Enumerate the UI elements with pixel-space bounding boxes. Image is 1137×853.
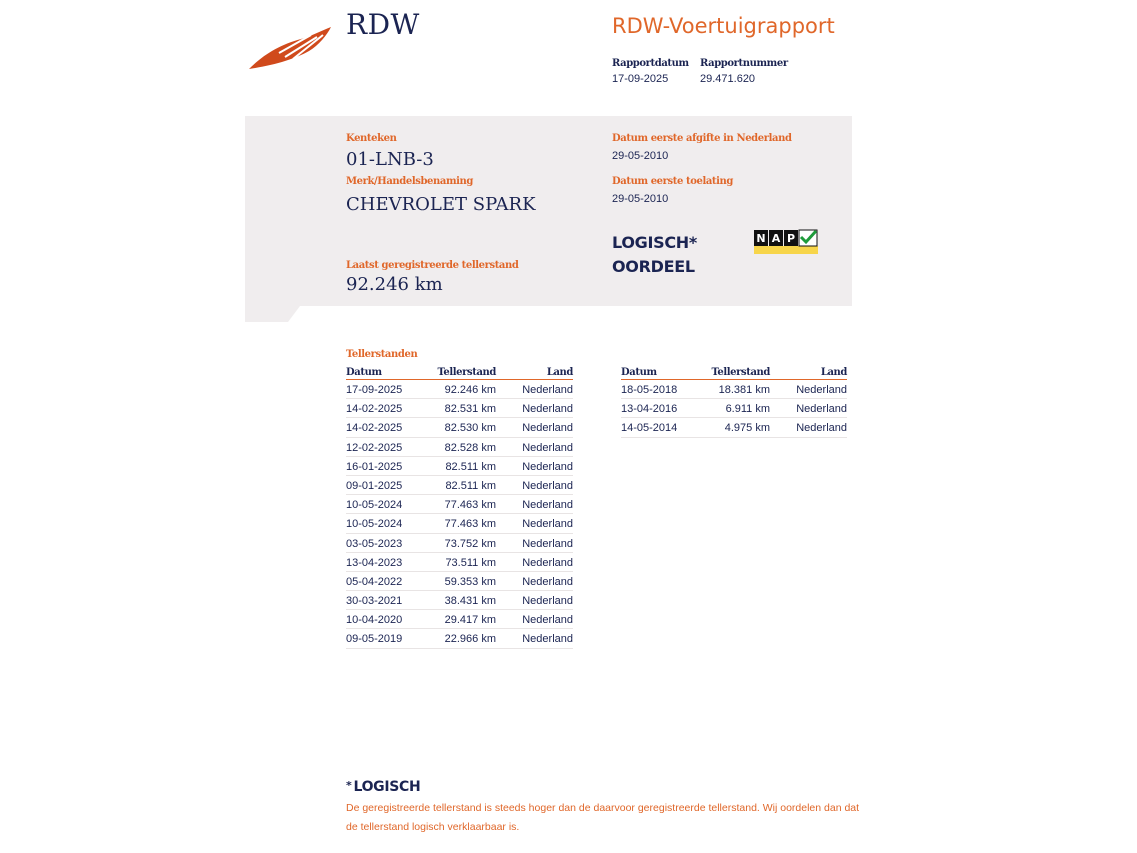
brand-name: RDW <box>346 8 420 41</box>
last-odometer-value: 92.246 km <box>346 274 443 295</box>
last-odometer-label: Laatst geregistreerde tellerstand <box>346 260 519 271</box>
table-row <box>346 629 573 648</box>
reading-odometer: 38.431 km <box>444 595 496 608</box>
reading-odometer: 29.417 km <box>444 614 496 627</box>
table-row <box>346 438 573 457</box>
col-date: Datum <box>346 367 382 378</box>
table-row <box>621 380 847 399</box>
rdw-logo <box>249 25 333 71</box>
reading-country: Nederland <box>522 441 573 454</box>
col-country: Land <box>820 367 847 378</box>
footnote-star: * <box>346 779 352 792</box>
nap-badge <box>754 228 818 254</box>
table-row <box>346 380 573 399</box>
table-row <box>346 534 573 553</box>
table-row <box>346 553 573 572</box>
table-row <box>346 514 573 533</box>
reading-date: 10-04-2020 <box>346 614 403 627</box>
table-row <box>346 572 573 591</box>
reading-date: 10-05-2024 <box>346 499 403 512</box>
reading-odometer: 22.966 km <box>444 633 496 646</box>
readings-table-left <box>346 366 573 649</box>
reading-odometer: 82.528 km <box>444 441 496 454</box>
table-row <box>621 418 847 437</box>
report-number-label: Rapportnummer <box>700 58 788 69</box>
reading-odometer: 77.463 km <box>444 518 496 531</box>
make-label: Merk/Handelsbenaming <box>346 176 474 187</box>
reading-date: 13-04-2016 <box>621 403 678 416</box>
col-odometer: Tellerstand <box>437 367 496 378</box>
reading-odometer: 82.511 km <box>445 479 496 492</box>
table-body <box>621 380 847 438</box>
first-issue-value: 29-05-2010 <box>612 150 669 162</box>
reading-odometer: 73.511 km <box>445 556 496 569</box>
footnote-title <box>346 779 420 795</box>
reading-date: 16-01-2025 <box>346 460 403 473</box>
col-country: Land <box>546 367 573 378</box>
reading-country: Nederland <box>522 575 573 588</box>
reading-country: Nederland <box>796 422 847 435</box>
table-row <box>346 476 573 495</box>
reading-country: Nederland <box>522 499 573 512</box>
reading-odometer: 4.975 km <box>724 422 770 435</box>
reading-date: 12-02-2025 <box>346 441 403 454</box>
reading-country: Nederland <box>796 403 847 416</box>
reading-odometer: 92.246 km <box>444 384 496 396</box>
reading-country: Nederland <box>522 403 573 416</box>
reading-date: 30-03-2021 <box>346 595 403 608</box>
reading-date: 18-05-2018 <box>621 384 678 396</box>
reading-date: 09-05-2019 <box>346 633 403 646</box>
reading-country: Nederland <box>522 384 573 396</box>
nap-letter-p: P <box>786 232 796 245</box>
reading-odometer: 18.381 km <box>718 384 770 396</box>
first-admission-value: 29-05-2010 <box>612 193 669 205</box>
report-number: 29.471.620 <box>700 73 756 85</box>
reading-date: 03-05-2023 <box>346 537 403 550</box>
reading-country: Nederland <box>522 614 573 627</box>
footnote-title-text: LOGISCH <box>353 779 421 795</box>
reading-date: 09-01-2025 <box>346 479 403 492</box>
verdict-line2: OORDEEL <box>612 257 695 276</box>
table-row <box>621 399 847 418</box>
col-odometer: Tellerstand <box>711 367 770 378</box>
reading-country: Nederland <box>522 518 573 531</box>
report-date-label: Rapportdatum <box>612 58 689 69</box>
first-issue-label: Datum eerste afgifte in Nederland <box>612 133 792 144</box>
col-date: Datum <box>621 367 657 378</box>
reading-date: 14-02-2025 <box>346 403 403 416</box>
reading-date: 17-09-2025 <box>346 384 403 396</box>
table-row <box>346 610 573 629</box>
plate-label: Kenteken <box>346 133 397 144</box>
table-body <box>346 380 573 649</box>
reading-odometer: 73.752 km <box>444 537 496 550</box>
nap-letter-n: N <box>756 232 766 245</box>
reading-country: Nederland <box>522 537 573 550</box>
report-title: RDW-Voertuigrapport <box>612 14 835 38</box>
table-row <box>346 418 573 437</box>
reading-odometer: 82.531 km <box>444 403 496 416</box>
reading-odometer: 6.911 km <box>725 403 770 416</box>
reading-country: Nederland <box>796 384 847 396</box>
table-row <box>346 399 573 418</box>
reading-date: 14-02-2025 <box>346 422 403 435</box>
reading-date: 14-05-2014 <box>621 422 678 435</box>
reading-country: Nederland <box>522 595 573 608</box>
table-row <box>346 457 573 476</box>
table-header <box>621 366 847 380</box>
reading-country: Nederland <box>522 633 573 646</box>
panel-background <box>245 116 852 322</box>
table-row <box>346 591 573 610</box>
verdict-line1: LOGISCH* <box>612 233 697 252</box>
reading-country: Nederland <box>522 556 573 569</box>
table-row <box>346 495 573 514</box>
reading-country: Nederland <box>522 479 573 492</box>
reading-odometer: 59.353 km <box>444 575 496 588</box>
reading-country: Nederland <box>522 460 573 473</box>
reading-date: 13-04-2023 <box>346 556 403 569</box>
report-date: 17-09-2025 <box>612 73 669 85</box>
reading-date: 05-04-2022 <box>346 575 403 588</box>
readings-table-right <box>621 366 847 438</box>
readings-title: Tellerstanden <box>346 349 418 360</box>
vehicle-info-panel <box>245 116 852 322</box>
reading-odometer: 82.530 km <box>444 422 496 435</box>
make-value: CHEVROLET SPARK <box>346 194 536 215</box>
footnote-text: De geregistreerde tellerstand is steeds hoger dan de daarvoor geregistreerde tellerstand. Wij oordelen dan dat de tellerstand logisch verklaarbaar is. <box>346 802 860 833</box>
reading-odometer: 82.511 km <box>445 460 496 473</box>
reading-odometer: 77.463 km <box>444 499 496 512</box>
reading-country: Nederland <box>522 422 573 435</box>
table-header <box>346 366 573 380</box>
reading-date: 10-05-2024 <box>346 518 403 531</box>
plate-value: 01-LNB-3 <box>346 149 434 170</box>
first-admission-label: Datum eerste toelating <box>612 176 733 187</box>
nap-letter-a: A <box>771 232 781 245</box>
